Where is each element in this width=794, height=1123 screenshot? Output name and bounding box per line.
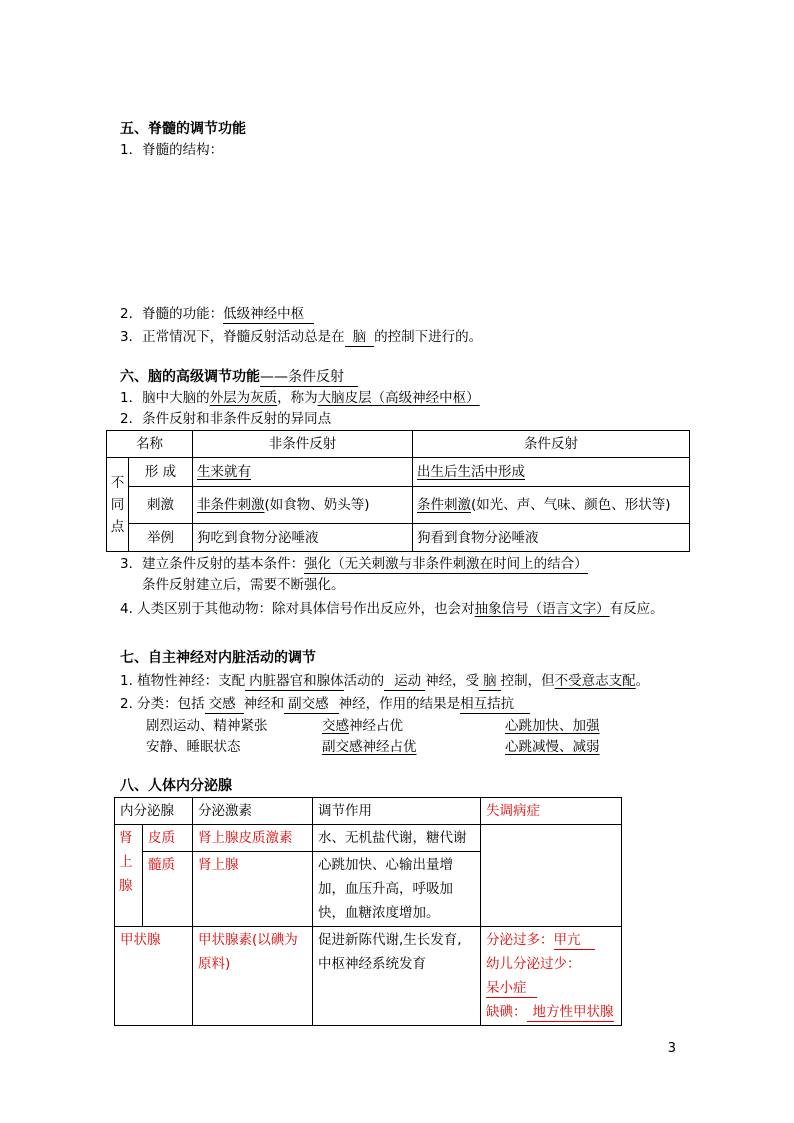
section5-item2 <box>120 304 314 324</box>
item-text: 神经，作用的结果是 <box>338 696 461 712</box>
cell-text: 神经占优 <box>349 718 403 734</box>
item-text: 的控制下进行的。 <box>374 329 483 345</box>
adrenal-disease <box>481 825 622 927</box>
answer-abstract-signal: 抽象信号（语言文字） <box>474 601 610 617</box>
section6-item1 <box>120 388 480 408</box>
section5-item3 <box>120 327 482 347</box>
th-gland: 内分泌腺 <box>115 798 193 825</box>
item-text: 3．建立条件反射的基本条件： <box>120 556 305 572</box>
row-label-stimulus: 刺激 <box>129 487 193 524</box>
cell-text: 分泌过多： <box>486 932 554 948</box>
thyroid-disease <box>481 927 622 1026</box>
row-label-formation: 形 成 <box>129 458 193 487</box>
section6-item3-line2: 条件反射建立后，需要不断强化。 <box>142 577 345 593</box>
section5-heading: 五、脊髓的调节功能 <box>120 121 246 137</box>
heading-underlined: ——条件反射 <box>260 369 358 387</box>
endocrine-table <box>114 797 622 1026</box>
cell-uncond-stimulus <box>193 487 413 524</box>
cell-text-underlined: 条件刺激 <box>417 497 471 513</box>
answer-parasympathetic: 副交感 <box>284 696 339 714</box>
answer-involuntary: 不受意志支配 <box>554 673 636 689</box>
answer-sympathetic: 交感 <box>205 696 244 714</box>
answer-antagonism: 相互拮抗 <box>460 696 530 714</box>
th-function: 调节作用 <box>313 798 481 825</box>
reflex-comparison-table <box>106 430 690 552</box>
page-number: 3 <box>667 1041 676 1056</box>
cell-text-underlined: 非条件刺激 <box>197 497 265 513</box>
section7-item1 <box>120 671 649 691</box>
item-text: 。 <box>635 673 650 689</box>
disease-line-iodine <box>486 1000 619 1024</box>
cell-text-underlined: 交感 <box>322 718 349 734</box>
answer-cortex: 大脑皮层（高级神经中枢） <box>317 390 480 406</box>
section7-row1-effect: 心跳加快、加强 <box>505 718 600 734</box>
item-text: 4. 人类区别于其他动物：除对具体信号作出反应外，也会对 <box>120 601 475 617</box>
answer-brain-control: 脑 <box>479 673 501 691</box>
item-text: ，称为 <box>277 390 318 406</box>
item-text: 有反应。 <box>609 601 664 617</box>
cell-uncond-formation <box>193 458 413 487</box>
cell-text: (如光、声、气味、颜色、形状等) <box>471 497 671 513</box>
cell-text: 缺碘： <box>486 1004 527 1020</box>
cell-text: (如食物、奶头等) <box>264 497 370 513</box>
section7-item2 <box>120 694 530 714</box>
th-name: 名称 <box>107 431 193 458</box>
cell-text: 出生后生活中形成 <box>417 464 525 480</box>
disease-line-cretinism <box>486 952 619 1000</box>
answer-spinal-function: 低级神经中枢 <box>223 306 314 324</box>
answer-outer-layer: 外层为灰质 <box>209 390 278 406</box>
adrenal-cortex: 皮质 <box>143 825 193 852</box>
cortex-function: 水、无机盐代谢，糖代谢 <box>313 825 481 852</box>
cell-cond-example: 狗看到食物分泌唾液 <box>413 524 690 552</box>
cell-uncond-example: 狗吃到食物分泌唾液 <box>193 524 413 552</box>
answer-motor: 运动 <box>384 673 425 691</box>
disease-line-hyper <box>486 928 619 952</box>
cortex-hormone: 肾上腺皮质激素 <box>193 825 313 852</box>
answer-brain: 脑 <box>345 329 375 347</box>
item-text: 3．正常情况下，脊髓反射活动总是在 <box>120 329 345 345</box>
gland-thyroid: 甲状腺 <box>115 927 193 1026</box>
section7-row1-nerve <box>322 716 403 736</box>
answer-hyperthyroid: 甲亢 <box>554 932 595 950</box>
item-text: 1. 植物性神经：支配 <box>120 673 246 689</box>
adrenal-medulla: 髓质 <box>143 852 193 927</box>
item-text: 神经和 <box>243 696 285 712</box>
diff-label: 不同点 <box>107 458 129 552</box>
medulla-function: 心跳加快、心输出量增加，血压升高，呼吸加快，血糖浓度增加。 <box>313 852 481 927</box>
th-disease: 失调病症 <box>481 798 622 825</box>
answer-goiter: 地方性甲状腺 <box>527 1004 614 1022</box>
cell-cond-formation <box>413 458 690 487</box>
gland-adrenal: 肾上腺 <box>115 825 143 927</box>
row-label-example: 举例 <box>129 524 193 552</box>
section6-item3 <box>120 554 588 574</box>
item-text: 活动的 <box>343 673 385 689</box>
section6-heading <box>120 367 358 387</box>
section6-item4 <box>120 599 664 619</box>
item-text: 控制，但 <box>500 673 555 689</box>
cell-cond-stimulus <box>413 487 690 524</box>
cell-text: 生来就有 <box>197 464 251 480</box>
thyroid-function: 促进新陈代谢,生长发育,中枢神经系统发育 <box>313 927 481 1026</box>
th-hormone: 分泌激素 <box>193 798 313 825</box>
answer-cretinism: 呆小症 <box>486 980 537 998</box>
section8-heading: 八、人体内分泌腺 <box>120 778 232 794</box>
answer-organs: 内脏器官和腺体 <box>245 673 344 691</box>
section5-item1: 1．脊髓的结构： <box>120 142 224 158</box>
section6-item2: 2．条件反射和非条件反射的异同点 <box>120 411 332 427</box>
cell-text: 幼儿分泌过少： <box>486 956 581 972</box>
heading-text: 六、脑的高级调节功能 <box>120 369 260 385</box>
section7-row1-condition: 剧烈运动、精神紧张 <box>146 718 268 734</box>
section7-row2-nerve: 副交感神经占优 <box>322 739 417 755</box>
answer-reinforcement: 强化（无关刺激与非条件刺激在时间上的结合） <box>304 556 588 572</box>
medulla-hormone: 肾上腺 <box>193 852 313 927</box>
item-text: 2. 分类：包括 <box>120 696 205 712</box>
item-text: 2．脊髓的功能： <box>120 306 224 322</box>
item-text: 1．脑中大脑的 <box>120 390 210 406</box>
th-conditioned: 条件反射 <box>413 431 690 458</box>
thyroid-hormone: 甲状腺素(以碘为原料) <box>193 927 313 1026</box>
section7-heading: 七、自主神经对内脏活动的调节 <box>120 650 316 666</box>
section7-row2-effect: 心跳减慢、减弱 <box>505 739 600 755</box>
item-text: 神经，受 <box>425 673 480 689</box>
th-unconditioned: 非条件反射 <box>193 431 413 458</box>
section7-row2-condition: 安静、睡眠状态 <box>146 739 241 755</box>
